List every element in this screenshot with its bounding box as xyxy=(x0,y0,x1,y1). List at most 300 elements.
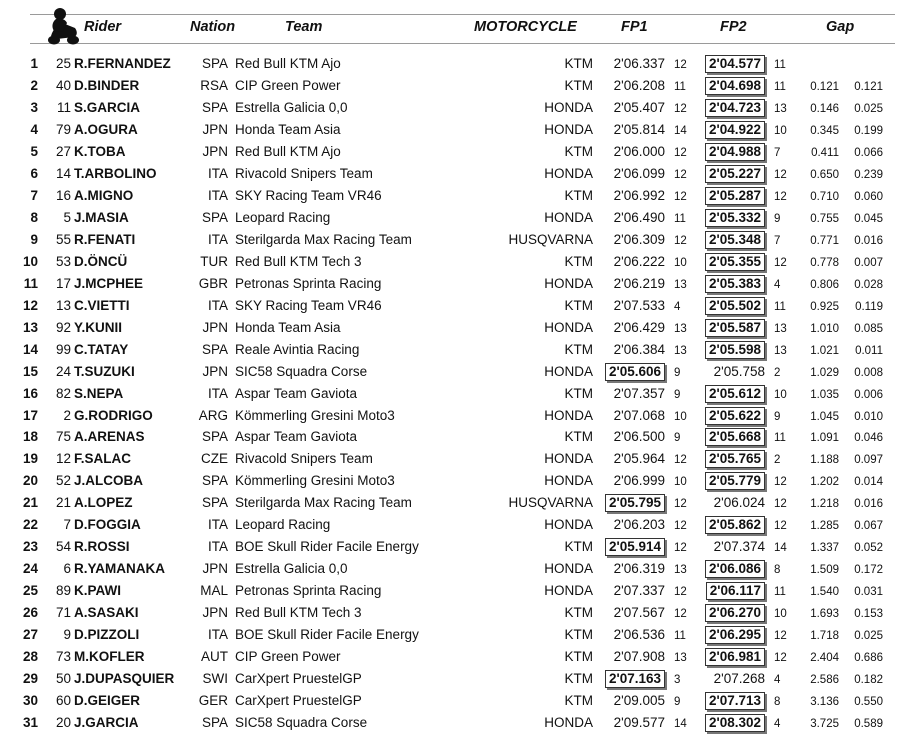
position-number: 10 xyxy=(22,253,38,269)
gap-to-leader: 1.693 xyxy=(810,608,839,621)
gap-to-previous: 0.172 xyxy=(854,564,883,577)
position-number: 5 xyxy=(30,143,38,159)
team-name: Red Bull KTM Ajo xyxy=(235,143,341,159)
fp1-time: 2'06.222 xyxy=(613,253,665,269)
rider-number: 11 xyxy=(56,99,71,115)
rider-name: K.TOBA xyxy=(74,143,126,159)
fp1-time: 2'07.908 xyxy=(613,649,665,665)
rider-name: A.ARENAS xyxy=(74,429,145,445)
team-name: Sterilgarda Max Racing Team xyxy=(235,495,412,511)
fp1-lap: 12 xyxy=(674,146,687,159)
rider-name: K.PAWI xyxy=(74,583,121,599)
gap-to-leader: 2.586 xyxy=(810,674,839,687)
nation-code: CZE xyxy=(201,451,228,467)
header-team: Team xyxy=(285,19,323,35)
fp1-time-best: 2'07.163 xyxy=(605,670,665,688)
table-row xyxy=(0,295,900,316)
gap-to-leader: 1.218 xyxy=(810,498,839,511)
fp1-time-best: 2'05.914 xyxy=(605,538,665,556)
nation-code: ARG xyxy=(198,407,228,423)
fp1-lap: 11 xyxy=(674,630,686,643)
fp1-lap: 12 xyxy=(674,234,687,247)
motorcycle-brand: HONDA xyxy=(544,517,593,533)
fp2-lap: 9 xyxy=(774,410,781,423)
rider-number: 82 xyxy=(55,385,71,401)
nation-code: JPN xyxy=(202,605,228,621)
fp2-time-best: 2'06.981 xyxy=(705,648,765,666)
position-number: 2 xyxy=(30,77,38,93)
fp2-lap: 8 xyxy=(774,696,781,709)
fp2-lap: 12 xyxy=(774,168,787,181)
motorcycle-brand: HONDA xyxy=(544,583,593,599)
gap-to-previous: 0.045 xyxy=(854,212,883,225)
fp2-lap: 12 xyxy=(774,520,787,533)
gap-to-previous: 0.031 xyxy=(854,586,883,599)
rider-number: 9 xyxy=(63,627,71,643)
fp2-time-best: 2'05.348 xyxy=(705,231,765,249)
fp2-time-best: 2'05.862 xyxy=(705,516,765,534)
fp2-lap: 13 xyxy=(774,322,787,335)
team-name: Red Bull KTM Tech 3 xyxy=(235,605,362,621)
table-row xyxy=(0,426,900,447)
rider-number: 12 xyxy=(55,451,71,467)
fp1-lap: 12 xyxy=(674,190,687,203)
gap-to-previous: 0.028 xyxy=(854,278,883,291)
rider-name: R.FENATI xyxy=(74,231,136,247)
table-row xyxy=(0,339,900,360)
rider-name: A.SASAKI xyxy=(74,605,139,621)
team-name: SKY Racing Team VR46 xyxy=(235,297,382,313)
fp1-time-best: 2'05.795 xyxy=(605,494,665,512)
rider-name: D.GEIGER xyxy=(74,693,141,709)
gap-to-previous: 0.007 xyxy=(854,256,883,269)
motorcycle-brand: KTM xyxy=(564,56,593,71)
rider-number: 50 xyxy=(55,671,71,687)
motorcycle-brand: HONDA xyxy=(544,473,593,489)
nation-code: JPN xyxy=(202,319,228,335)
header-gap: Gap xyxy=(826,19,855,35)
table-row xyxy=(0,141,900,162)
rider-name: R.FERNANDEZ xyxy=(74,56,171,71)
fp1-lap: 13 xyxy=(674,322,687,335)
rider-number: 7 xyxy=(63,517,71,533)
gap-to-leader: 0.806 xyxy=(810,278,839,291)
rider-name: T.SUZUKI xyxy=(74,363,135,379)
rider-number: 25 xyxy=(55,56,71,71)
fp1-lap: 13 xyxy=(674,564,687,577)
position-number: 13 xyxy=(22,319,38,335)
nation-code: RSA xyxy=(200,77,228,93)
fp1-time: 2'06.337 xyxy=(613,56,665,71)
gap-to-leader: 1.010 xyxy=(810,322,839,335)
fp2-time: 2'06.024 xyxy=(713,495,765,511)
team-name: CarXpert PruestelGP xyxy=(235,693,362,709)
rider-name: S.NEPA xyxy=(74,385,124,401)
header-fp1: FP1 xyxy=(621,19,648,35)
gap-to-previous: 0.011 xyxy=(855,344,883,357)
motorcycle-brand: HONDA xyxy=(544,209,593,225)
motorcycle-brand: HONDA xyxy=(544,165,593,181)
fp2-time-best: 2'06.270 xyxy=(705,604,765,622)
fp2-lap: 13 xyxy=(774,344,787,357)
gap-to-leader: 1.091 xyxy=(810,432,839,445)
rider-name: J.MCPHEE xyxy=(74,275,144,291)
table-row xyxy=(0,580,900,601)
rider-name: A.MIGNO xyxy=(74,187,134,203)
fp1-lap: 9 xyxy=(674,432,681,445)
position-number: 1 xyxy=(30,56,38,71)
fp2-time-best: 2'04.988 xyxy=(705,143,765,161)
fp1-lap: 12 xyxy=(674,102,687,115)
rider-number: 14 xyxy=(55,165,71,181)
fp1-time: 2'06.992 xyxy=(613,187,665,203)
fp2-time-best: 2'04.698 xyxy=(705,77,765,95)
nation-code: SPA xyxy=(201,715,228,731)
fp1-lap: 3 xyxy=(674,674,681,687)
nation-code: ITA xyxy=(208,231,228,247)
motorcycle-brand: HONDA xyxy=(544,319,593,335)
fp2-lap: 13 xyxy=(774,102,787,115)
fp2-lap: 4 xyxy=(774,674,781,687)
fp1-lap: 12 xyxy=(674,454,687,467)
fp2-time-best: 2'05.355 xyxy=(705,253,765,271)
rider-name: S.GARCIA xyxy=(74,99,141,115)
table-row xyxy=(0,119,900,140)
table-row xyxy=(0,470,900,491)
nation-code: SWI xyxy=(202,671,228,687)
table-row xyxy=(0,361,900,382)
fp2-time-best: 2'08.302 xyxy=(705,714,765,732)
fp2-lap: 4 xyxy=(774,278,781,291)
table-row xyxy=(0,53,900,74)
gap-to-leader: 1.540 xyxy=(810,586,839,599)
position-number: 15 xyxy=(22,363,38,379)
rider-name: J.MASIA xyxy=(74,209,129,225)
table-row xyxy=(0,668,900,689)
table-row xyxy=(0,514,900,535)
rider-name: F.SALAC xyxy=(74,451,131,467)
gap-to-previous: 0.085 xyxy=(854,322,883,335)
gap-to-previous: 0.119 xyxy=(855,300,883,313)
gap-to-leader: 0.650 xyxy=(810,168,839,181)
rider-number: 89 xyxy=(55,583,71,599)
rider-name: D.PIZZOLI xyxy=(74,627,140,643)
nation-code: JPN xyxy=(202,121,228,137)
position-number: 18 xyxy=(22,429,38,445)
gap-to-previous: 0.014 xyxy=(854,476,883,489)
team-name: BOE Skull Rider Facile Energy xyxy=(235,627,419,643)
gap-to-previous: 0.016 xyxy=(854,498,883,511)
position-number: 14 xyxy=(22,341,38,357)
fp2-time: 2'07.268 xyxy=(713,671,765,687)
table-row xyxy=(0,646,900,667)
fp1-time: 2'06.219 xyxy=(613,275,665,291)
gap-to-previous: 0.121 xyxy=(854,80,883,93)
header-motorcycle: MOTORCYCLE xyxy=(474,19,577,35)
gap-to-leader: 1.285 xyxy=(810,520,839,533)
header-bottom-rule xyxy=(30,43,895,44)
fp1-lap: 12 xyxy=(674,168,687,181)
gap-to-previous: 0.010 xyxy=(854,410,883,423)
position-number: 6 xyxy=(30,165,38,181)
gap-to-previous: 0.153 xyxy=(854,608,883,621)
table-row xyxy=(0,712,900,733)
motorcycle-brand: KTM xyxy=(564,539,593,555)
fp2-time-best: 2'05.587 xyxy=(705,319,765,337)
fp1-lap: 12 xyxy=(674,59,687,71)
gap-to-leader: 0.121 xyxy=(810,80,839,93)
team-name: Red Bull KTM Tech 3 xyxy=(235,253,362,269)
gap-to-previous: 0.066 xyxy=(854,146,883,159)
team-name: CarXpert PruestelGP xyxy=(235,671,362,687)
team-name: SKY Racing Team VR46 xyxy=(235,187,382,203)
table-row xyxy=(0,492,900,513)
fp2-time-best: 2'06.086 xyxy=(705,560,765,578)
fp2-lap: 11 xyxy=(774,59,786,71)
rider-name: T.ARBOLINO xyxy=(74,165,157,181)
table-row xyxy=(0,97,900,118)
nation-code: ITA xyxy=(208,187,228,203)
rider-name: M.KOFLER xyxy=(74,649,145,665)
fp1-lap: 9 xyxy=(674,696,681,709)
nation-code: TUR xyxy=(200,253,228,269)
fp1-time: 2'07.567 xyxy=(613,605,665,621)
fp2-time-best: 2'05.383 xyxy=(705,275,765,293)
fp2-time-best: 2'05.612 xyxy=(705,385,765,403)
fp2-lap: 11 xyxy=(774,432,786,445)
rider-number: 5 xyxy=(63,209,71,225)
gap-to-leader: 1.202 xyxy=(810,476,839,489)
fp1-lap: 11 xyxy=(674,80,686,93)
fp1-time: 2'06.384 xyxy=(613,341,665,357)
table-row xyxy=(0,690,900,711)
motorcycle-brand: KTM xyxy=(564,429,593,445)
motorcycle-brand: HONDA xyxy=(544,561,593,577)
rider-number: 2 xyxy=(63,407,71,423)
fp1-time: 2'06.099 xyxy=(613,165,665,181)
team-name: Leopard Racing xyxy=(235,517,331,533)
team-name: Reale Avintia Racing xyxy=(235,341,360,357)
position-number: 16 xyxy=(22,385,38,401)
motorcycle-brand: HONDA xyxy=(544,715,593,731)
fp2-lap: 4 xyxy=(774,718,781,731)
nation-code: GER xyxy=(198,693,228,709)
rider-name: R.YAMANAKA xyxy=(74,561,166,577)
motorcycle-brand: KTM xyxy=(564,671,593,687)
nation-code: GBR xyxy=(198,275,228,291)
fp2-time-best: 2'07.713 xyxy=(705,692,765,710)
motorcycle-rider-icon xyxy=(43,6,81,46)
rider-number: 24 xyxy=(55,363,71,379)
team-name: Petronas Sprinta Racing xyxy=(235,275,382,291)
fp2-time-best: 2'04.922 xyxy=(705,121,765,139)
motorcycle-brand: HONDA xyxy=(544,99,593,115)
position-number: 9 xyxy=(30,231,38,247)
rider-number: 20 xyxy=(55,715,71,731)
nation-code: JPN xyxy=(202,143,228,159)
rider-number: 53 xyxy=(55,253,71,269)
fp2-lap: 12 xyxy=(774,498,787,511)
fp1-time: 2'06.000 xyxy=(613,143,665,159)
team-name: CIP Green Power xyxy=(235,77,341,93)
fp1-time: 2'05.814 xyxy=(613,121,665,137)
table-row xyxy=(0,75,900,96)
rider-number: 75 xyxy=(55,429,71,445)
fp2-time: 2'05.758 xyxy=(713,363,765,379)
rider-number: 92 xyxy=(55,319,71,335)
motorcycle-brand: HUSQVARNA xyxy=(508,495,593,511)
gap-to-previous: 0.008 xyxy=(854,366,883,379)
fp1-lap: 12 xyxy=(674,586,687,599)
rider-name: G.RODRIGO xyxy=(74,407,153,423)
position-number: 3 xyxy=(30,99,38,115)
fp1-lap: 12 xyxy=(674,608,687,621)
gap-to-previous: 0.046 xyxy=(854,432,883,445)
header-fp2: FP2 xyxy=(720,19,747,35)
team-name: Estrella Galicia 0,0 xyxy=(235,99,348,115)
gap-to-previous: 0.199 xyxy=(854,124,883,137)
gap-to-leader: 0.771 xyxy=(810,234,839,247)
nation-code: ITA xyxy=(208,165,228,181)
fp1-time: 2'06.490 xyxy=(613,209,665,225)
fp1-time: 2'07.357 xyxy=(613,385,665,401)
fp1-lap: 9 xyxy=(674,388,681,401)
motorcycle-brand: KTM xyxy=(564,341,593,357)
gap-to-previous: 0.067 xyxy=(854,520,883,533)
motorcycle-brand: KTM xyxy=(564,627,593,643)
gap-to-previous: 0.006 xyxy=(854,388,883,401)
position-number: 8 xyxy=(30,209,38,225)
rider-number: 21 xyxy=(55,495,71,511)
team-name: Honda Team Asia xyxy=(235,319,341,335)
gap-to-previous: 0.589 xyxy=(854,718,883,731)
fp2-lap: 11 xyxy=(774,300,786,313)
fp2-lap: 12 xyxy=(774,256,787,269)
nation-code: ITA xyxy=(208,539,228,555)
position-number: 23 xyxy=(22,539,38,555)
table-row xyxy=(0,229,900,250)
position-number: 20 xyxy=(22,473,38,489)
team-name: SIC58 Squadra Corse xyxy=(235,715,368,731)
fp2-lap: 2 xyxy=(774,366,781,379)
gap-to-previous: 0.025 xyxy=(854,102,883,115)
nation-code: SPA xyxy=(201,341,228,357)
fp2-time-best: 2'05.287 xyxy=(705,187,765,205)
fp1-lap: 12 xyxy=(674,498,687,511)
fp2-lap: 11 xyxy=(774,586,786,599)
rider-number: 17 xyxy=(55,275,71,291)
nation-code: ITA xyxy=(208,297,228,313)
fp1-lap: 4 xyxy=(674,300,681,313)
team-name: Kömmerling Gresini Moto3 xyxy=(235,473,395,489)
gap-to-previous: 0.550 xyxy=(854,696,883,709)
header-top-rule xyxy=(30,14,895,15)
fp2-lap: 11 xyxy=(774,80,786,93)
rider-name: Y.KUNII xyxy=(74,319,123,335)
table-row xyxy=(0,273,900,294)
gap-to-leader: 3.136 xyxy=(810,696,839,709)
position-number: 28 xyxy=(22,649,38,665)
fp2-time-best: 2'05.779 xyxy=(705,472,765,490)
fp2-lap: 10 xyxy=(774,124,787,137)
motorcycle-brand: HONDA xyxy=(544,407,593,423)
motorcycle-brand: HONDA xyxy=(544,121,593,137)
gap-to-leader: 2.404 xyxy=(810,652,839,665)
fp1-time: 2'06.536 xyxy=(613,627,665,643)
fp1-lap: 10 xyxy=(674,410,687,423)
rider-number: 60 xyxy=(55,693,71,709)
fp2-time-best: 2'06.295 xyxy=(705,626,765,644)
team-name: Rivacold Snipers Team xyxy=(235,165,373,181)
fp2-time-best: 2'04.577 xyxy=(705,55,765,73)
gap-to-previous: 0.052 xyxy=(854,542,883,555)
fp2-lap: 10 xyxy=(774,608,787,621)
motorcycle-brand: KTM xyxy=(564,77,593,93)
table-row xyxy=(0,207,900,228)
fp2-time-best: 2'05.668 xyxy=(705,428,765,446)
position-number: 7 xyxy=(30,187,38,203)
gap-to-leader: 0.778 xyxy=(810,256,839,269)
motorcycle-brand: HONDA xyxy=(544,363,593,379)
team-name: Aspar Team Gaviota xyxy=(235,429,358,445)
rider-name: R.ROSSI xyxy=(74,539,130,555)
fp2-lap: 9 xyxy=(774,212,781,225)
fp1-time: 2'06.203 xyxy=(613,517,665,533)
fp1-lap: 14 xyxy=(674,718,687,731)
rider-name: D.BINDER xyxy=(74,77,140,93)
gap-to-leader: 0.710 xyxy=(810,190,839,203)
gap-to-leader: 0.345 xyxy=(810,124,839,137)
rider-number: 13 xyxy=(55,297,71,313)
nation-code: ITA xyxy=(208,517,228,533)
team-name: Aspar Team Gaviota xyxy=(235,385,358,401)
fp1-time: 2'06.319 xyxy=(613,561,665,577)
rider-number: 55 xyxy=(55,231,71,247)
motorcycle-brand: KTM xyxy=(564,297,593,313)
nation-code: ITA xyxy=(208,627,228,643)
gap-to-previous: 0.686 xyxy=(854,652,883,665)
team-name: Red Bull KTM Ajo xyxy=(235,56,341,71)
table-row xyxy=(0,251,900,272)
fp1-lap: 9 xyxy=(674,366,681,379)
fp1-time: 2'06.429 xyxy=(613,319,665,335)
fp1-time: 2'06.208 xyxy=(613,77,665,93)
motorcycle-brand: HUSQVARNA xyxy=(508,231,593,247)
fp1-time: 2'05.407 xyxy=(613,99,665,115)
team-name: Sterilgarda Max Racing Team xyxy=(235,231,412,247)
gap-to-previous: 0.097 xyxy=(854,454,883,467)
fp2-time-best: 2'05.622 xyxy=(705,407,765,425)
fp2-time-best: 2'05.765 xyxy=(705,450,765,468)
motorcycle-brand: KTM xyxy=(564,649,593,665)
motorcycle-brand: KTM xyxy=(564,253,593,269)
position-number: 19 xyxy=(22,451,38,467)
fp1-lap: 13 xyxy=(674,278,687,291)
fp2-time-best: 2'05.502 xyxy=(705,297,765,315)
gap-to-previous: 0.060 xyxy=(854,190,883,203)
gap-to-leader: 1.337 xyxy=(810,542,839,555)
nation-code: SPA xyxy=(201,99,228,115)
gap-to-leader: 1.509 xyxy=(810,564,839,577)
rider-number: 6 xyxy=(63,561,71,577)
fp2-lap: 7 xyxy=(774,146,781,159)
fp1-time: 2'06.999 xyxy=(613,473,665,489)
rider-name: D.ÖNCÜ xyxy=(74,253,128,269)
fp2-lap: 12 xyxy=(774,190,787,203)
gap-to-previous: 0.016 xyxy=(854,234,883,247)
table-row xyxy=(0,624,900,645)
fp1-lap: 11 xyxy=(674,212,686,225)
